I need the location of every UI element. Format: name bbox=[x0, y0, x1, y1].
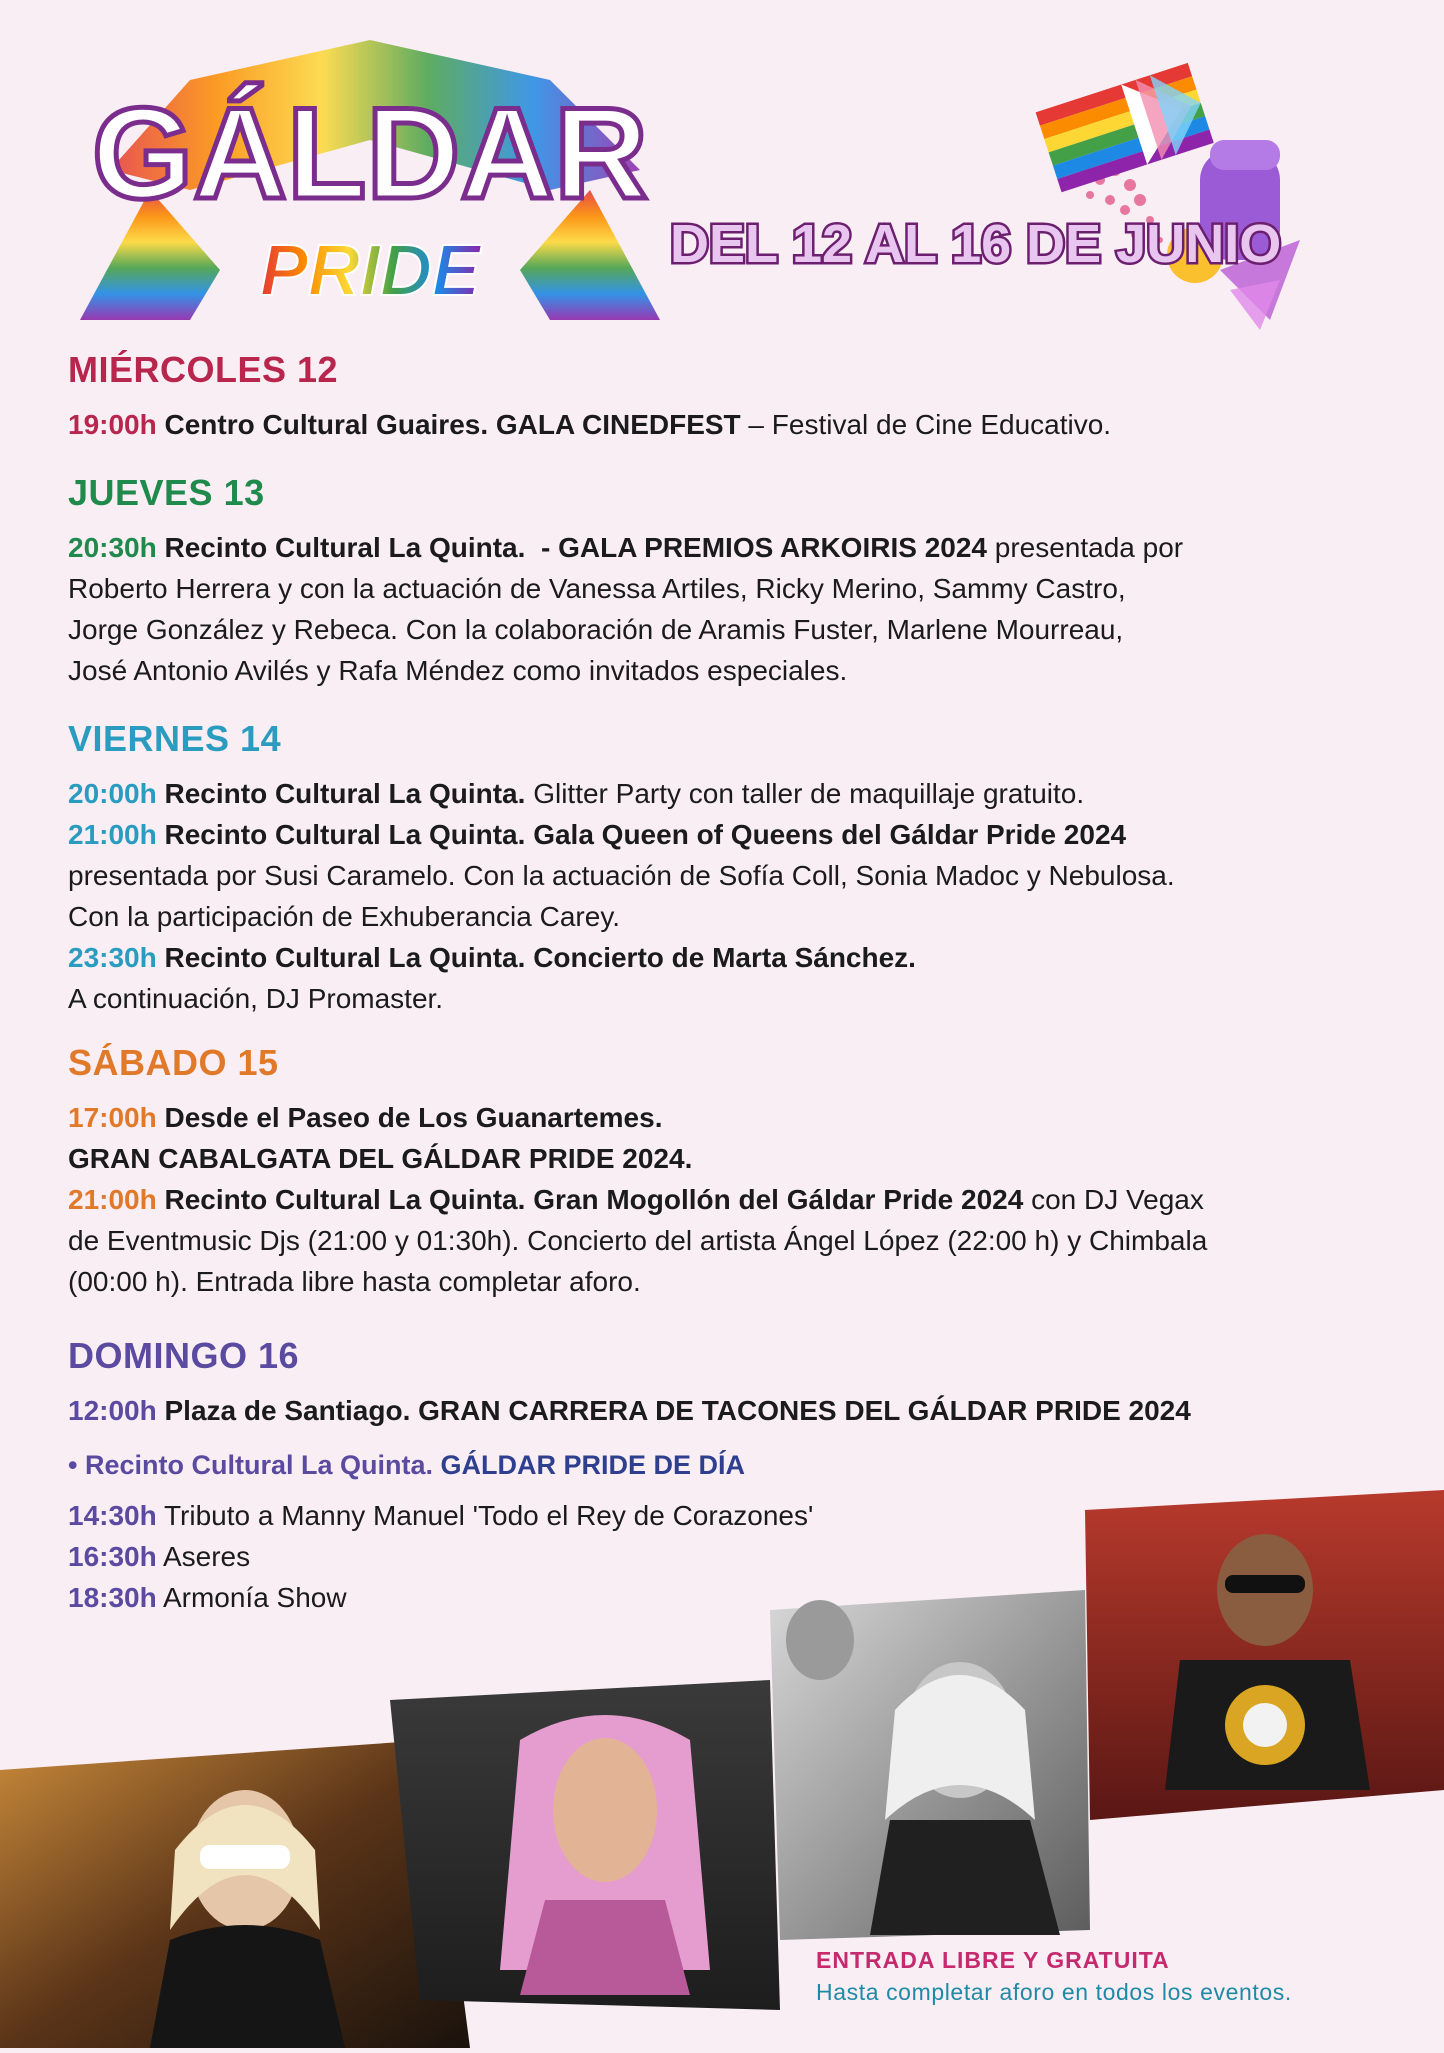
event-time: 21:00h bbox=[68, 1184, 157, 1215]
event-time: 21:00h bbox=[68, 819, 157, 850]
event-line bbox=[68, 773, 1368, 814]
dates-banner bbox=[660, 200, 1282, 290]
subhead-title: GÁLDAR PRIDE DE DÍA bbox=[432, 1450, 746, 1480]
event-time: 23:30h bbox=[68, 942, 157, 973]
event-time: 20:30h bbox=[68, 532, 157, 563]
event-time: 18:30h bbox=[68, 1582, 157, 1613]
event-place: Recinto Cultural La Quinta. bbox=[164, 778, 526, 809]
event-title: - GALA PREMIOS ARKOIRIS 2024 bbox=[525, 532, 987, 563]
event-place: Recinto Cultural La Quinta. Gala Queen of Queens del Gáldar Pride 2024 bbox=[164, 819, 1127, 850]
logo-title: GÁLDAR bbox=[91, 80, 649, 226]
event-line bbox=[68, 404, 1368, 445]
event-place: Recinto Cultural La Quinta. Gran Mogollón del Gáldar Pride 2024 bbox=[164, 1184, 1024, 1215]
event-title-line bbox=[68, 1138, 1368, 1179]
day-title-domingo: DOMINGO 16 bbox=[68, 1335, 300, 1376]
day-jueves bbox=[68, 471, 1368, 691]
event-place: Recinto Cultural La Quinta. bbox=[164, 532, 526, 563]
day-viernes bbox=[68, 717, 1368, 1019]
event-place: Centro Cultural Guaires. bbox=[164, 409, 489, 440]
galdar-pride-logo bbox=[70, 20, 670, 330]
footer bbox=[816, 1944, 1416, 2008]
event-desc-line: presentada por Susi Caramelo. Con la actuación de Sofía Coll, Sonia Madoc y Nebulosa. bbox=[68, 860, 1175, 891]
pride-flag-fist-icon bbox=[1030, 40, 1330, 340]
event-time: 19:00h bbox=[68, 409, 157, 440]
event-desc-line: A continuación, DJ Promaster. bbox=[68, 983, 444, 1014]
event-time: 16:30h bbox=[68, 1541, 157, 1572]
day-title-jueves: JUEVES 13 bbox=[68, 472, 265, 513]
event-place: Plaza de Santiago. GRAN CARRERA DE TACONES DEL GÁLDAR PRIDE 2024 bbox=[164, 1395, 1191, 1426]
event-desc-line: (00:00 h). Entrada libre hasta completar aforo. bbox=[68, 1266, 641, 1297]
event-desc-line: de Eventmusic Djs (21:00 y 01:30h). Concierto del artista Ángel López (22:00 h) y Chimbala bbox=[68, 1225, 1208, 1256]
event-desc: Armonía Show bbox=[156, 1582, 347, 1613]
subhead-place: • Recinto Cultural La Quinta. bbox=[68, 1450, 433, 1480]
event-desc-line: José Antonio Avilés y Rafa Méndez como invitados especiales. bbox=[68, 655, 848, 686]
day-miercoles bbox=[68, 348, 1368, 445]
event-place: Recinto Cultural La Quinta. Concierto de Marta Sánchez. bbox=[164, 942, 916, 973]
artist-photo-2 bbox=[390, 1680, 780, 2010]
footer-free-entry: ENTRADA LIBRE Y GRATUITA bbox=[816, 1947, 1170, 1973]
subhead-pride-de-dia bbox=[68, 1445, 1368, 1485]
event-time: 20:00h bbox=[68, 778, 157, 809]
day-title-miercoles: MIÉRCOLES 12 bbox=[68, 349, 339, 390]
header bbox=[0, 0, 1444, 340]
day-title-sabado: SÁBADO 15 bbox=[68, 1042, 279, 1083]
day-title-viernes: VIERNES 14 bbox=[68, 718, 282, 759]
event-line bbox=[68, 527, 1368, 568]
event-desc: Aseres bbox=[156, 1541, 251, 1572]
program bbox=[68, 348, 1368, 1618]
event-desc: presentada por bbox=[986, 532, 1184, 563]
artist-photo-3 bbox=[770, 1590, 1090, 1940]
footer-capacity-note: Hasta completar aforo en todos los eventos. bbox=[816, 1979, 1292, 2005]
event-dates: DEL 12 AL 16 DE JUNIO bbox=[670, 214, 1282, 274]
event-place: Desde el Paseo de Los Guanartemes. bbox=[164, 1102, 663, 1133]
artist-photo-4 bbox=[1085, 1490, 1444, 1820]
event-desc-line: Con la participación de Exhuberancia Carey. bbox=[68, 901, 621, 932]
event-line bbox=[68, 1097, 1368, 1138]
event-line bbox=[68, 937, 1368, 978]
event-time: 17:00h bbox=[68, 1102, 157, 1133]
day-sabado bbox=[68, 1041, 1368, 1302]
event-title: GRAN CABALGATA DEL GÁLDAR PRIDE 2024. bbox=[68, 1143, 693, 1174]
event-line bbox=[68, 1390, 1368, 1431]
event-title: GALA CINEDFEST bbox=[495, 409, 741, 440]
event-time: 12:00h bbox=[68, 1395, 157, 1426]
event-line bbox=[68, 1179, 1368, 1220]
event-desc: Glitter Party con taller de maquillaje gratuito. bbox=[525, 778, 1085, 809]
event-time: 14:30h bbox=[68, 1500, 157, 1531]
event-desc: Tributo a Manny Manuel 'Todo el Rey de Corazones' bbox=[156, 1500, 814, 1531]
event-desc-line: Roberto Herrera y con la actuación de Vanessa Artiles, Ricky Merino, Sammy Castro, bbox=[68, 573, 1126, 604]
logo-subtitle: PRIDE bbox=[259, 231, 481, 311]
event-desc-line: Jorge González y Rebeca. Con la colaboración de Aramis Fuster, Marlene Mourreau, bbox=[68, 614, 1124, 645]
event-desc: – Festival de Cine Educativo. bbox=[740, 409, 1112, 440]
event-desc: con DJ Vegax bbox=[1023, 1184, 1204, 1215]
event-line bbox=[68, 814, 1368, 855]
